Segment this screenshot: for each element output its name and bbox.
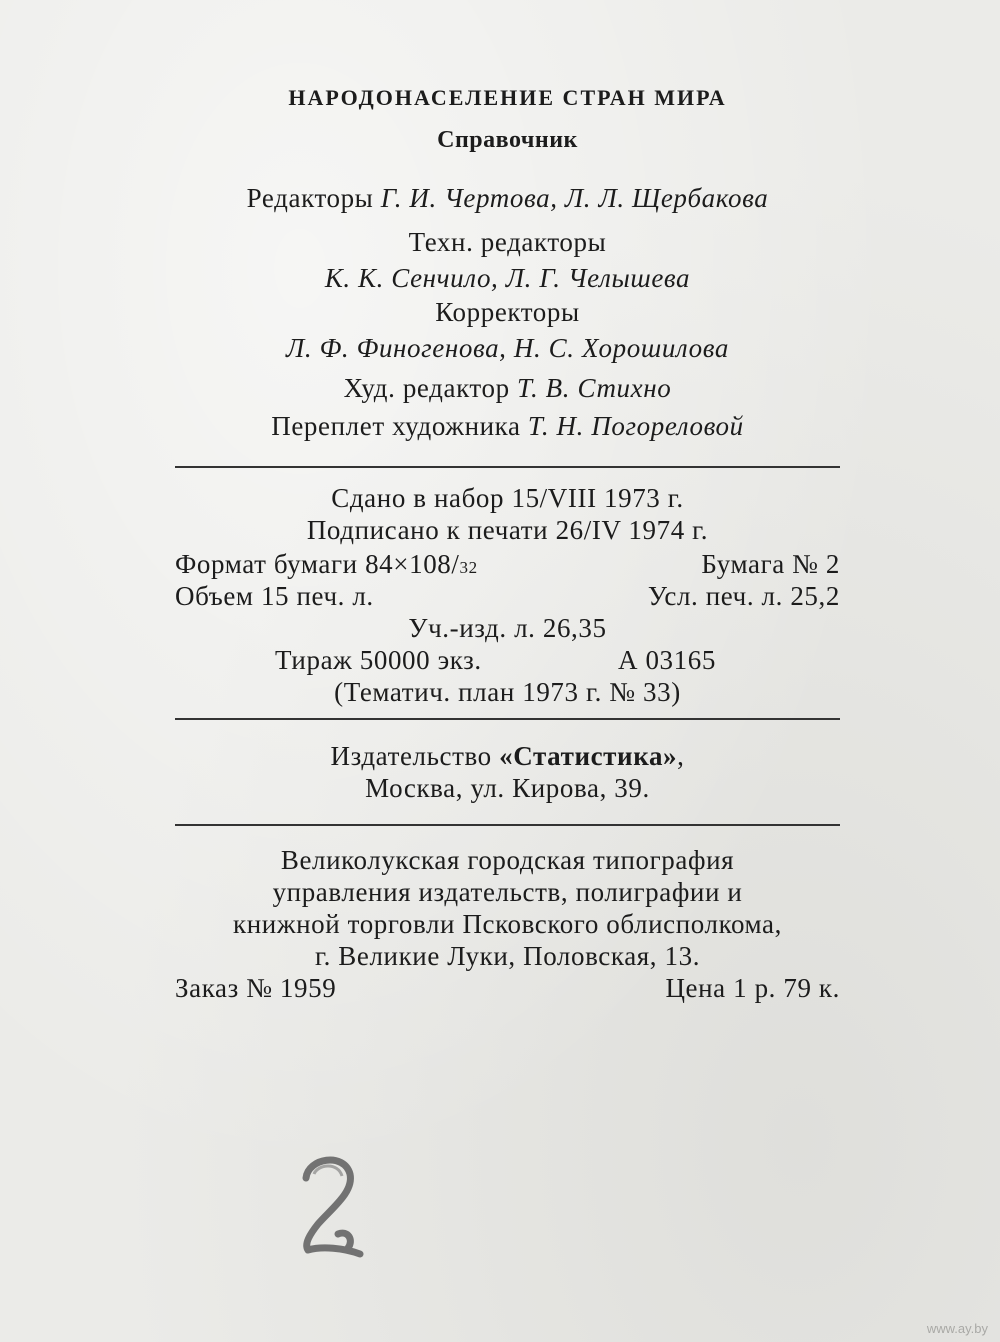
submitted-date: Сдано в набор 15/VIII 1973 г. [331,483,684,513]
volume-row [175,580,840,612]
binding-label: Переплет художника [271,411,521,441]
conventional-sheets: Усл. печ. л. 25,2 [647,581,840,611]
publishing-sheets: Уч.-изд. л. 26,35 [408,613,607,643]
paper-format-prefix: Формат бумаги 84×108/ [175,549,460,579]
paper-format-denominator: 32 [459,558,478,577]
book-subtitle: Справочник [437,127,578,153]
volume: Объем 15 печ. л. [175,581,374,611]
publisher-prefix: Издательство [330,741,500,771]
divider-3 [175,824,840,826]
signed-date: Подписано к печати 26/IV 1974 г. [306,515,709,545]
handwritten-number-mark [292,1150,372,1260]
art-editor-line [175,372,840,404]
publisher-name: «Статистика» [499,741,678,771]
printing-info [175,480,840,706]
print-code: А 03165 [618,645,716,675]
book-title: НАРОДОНАСЕЛЕНИЕ СТРАН МИРА [288,85,727,110]
tech-editors-label: Техн. редакторы [408,227,607,257]
printer-line-3: книжной торговли Псковского облисполкома, [233,909,782,939]
editors-line [175,182,840,214]
printer-line-4: г. Великие Луки, Половская, 13. [314,941,701,971]
printer [175,844,840,1004]
binding-name: Т. Н. Погореловой [527,411,744,441]
print-run: Тираж 50000 экз. [275,645,482,675]
divider-2 [175,718,840,720]
editors-label: Редакторы [246,183,374,213]
publisher-suffix: , [677,741,685,771]
publisher-line [175,740,840,772]
header [175,78,840,158]
binding-line [175,410,840,442]
watermark: www.ay.by [926,1321,988,1336]
price: Цена 1 р. 79 к. [665,973,840,1003]
printer-line-1: Великолукская городская типография [280,845,735,875]
order-number: Заказ № 1959 [175,973,337,1003]
divider-1 [175,466,840,468]
printer-line-2: управления издательств, полиграфии и [272,877,743,907]
paper-number: Бумага № 2 [701,549,840,579]
proofreaders-label: Корректоры [435,297,580,327]
thematic-plan: (Тематич. план 1973 г. № 33) [334,677,681,707]
proofreaders-names: Л. Ф. Финогенова, Н. С. Хорошилова [286,333,729,363]
editors-names: Г. И. Чертова, Л. Л. Щербакова [380,183,769,213]
format-row [175,548,840,584]
publisher-address: Москва, ул. Кирова, 39. [365,773,650,803]
paper-format [175,548,478,584]
art-editor-label: Худ. редактор [343,373,510,403]
order-row [175,972,840,1004]
art-editor-name: Т. В. Стихно [517,373,672,403]
tech-editors-names: К. К. Сенчило, Л. Г. Челышева [324,263,691,293]
credits [175,180,840,450]
publisher [175,740,840,806]
